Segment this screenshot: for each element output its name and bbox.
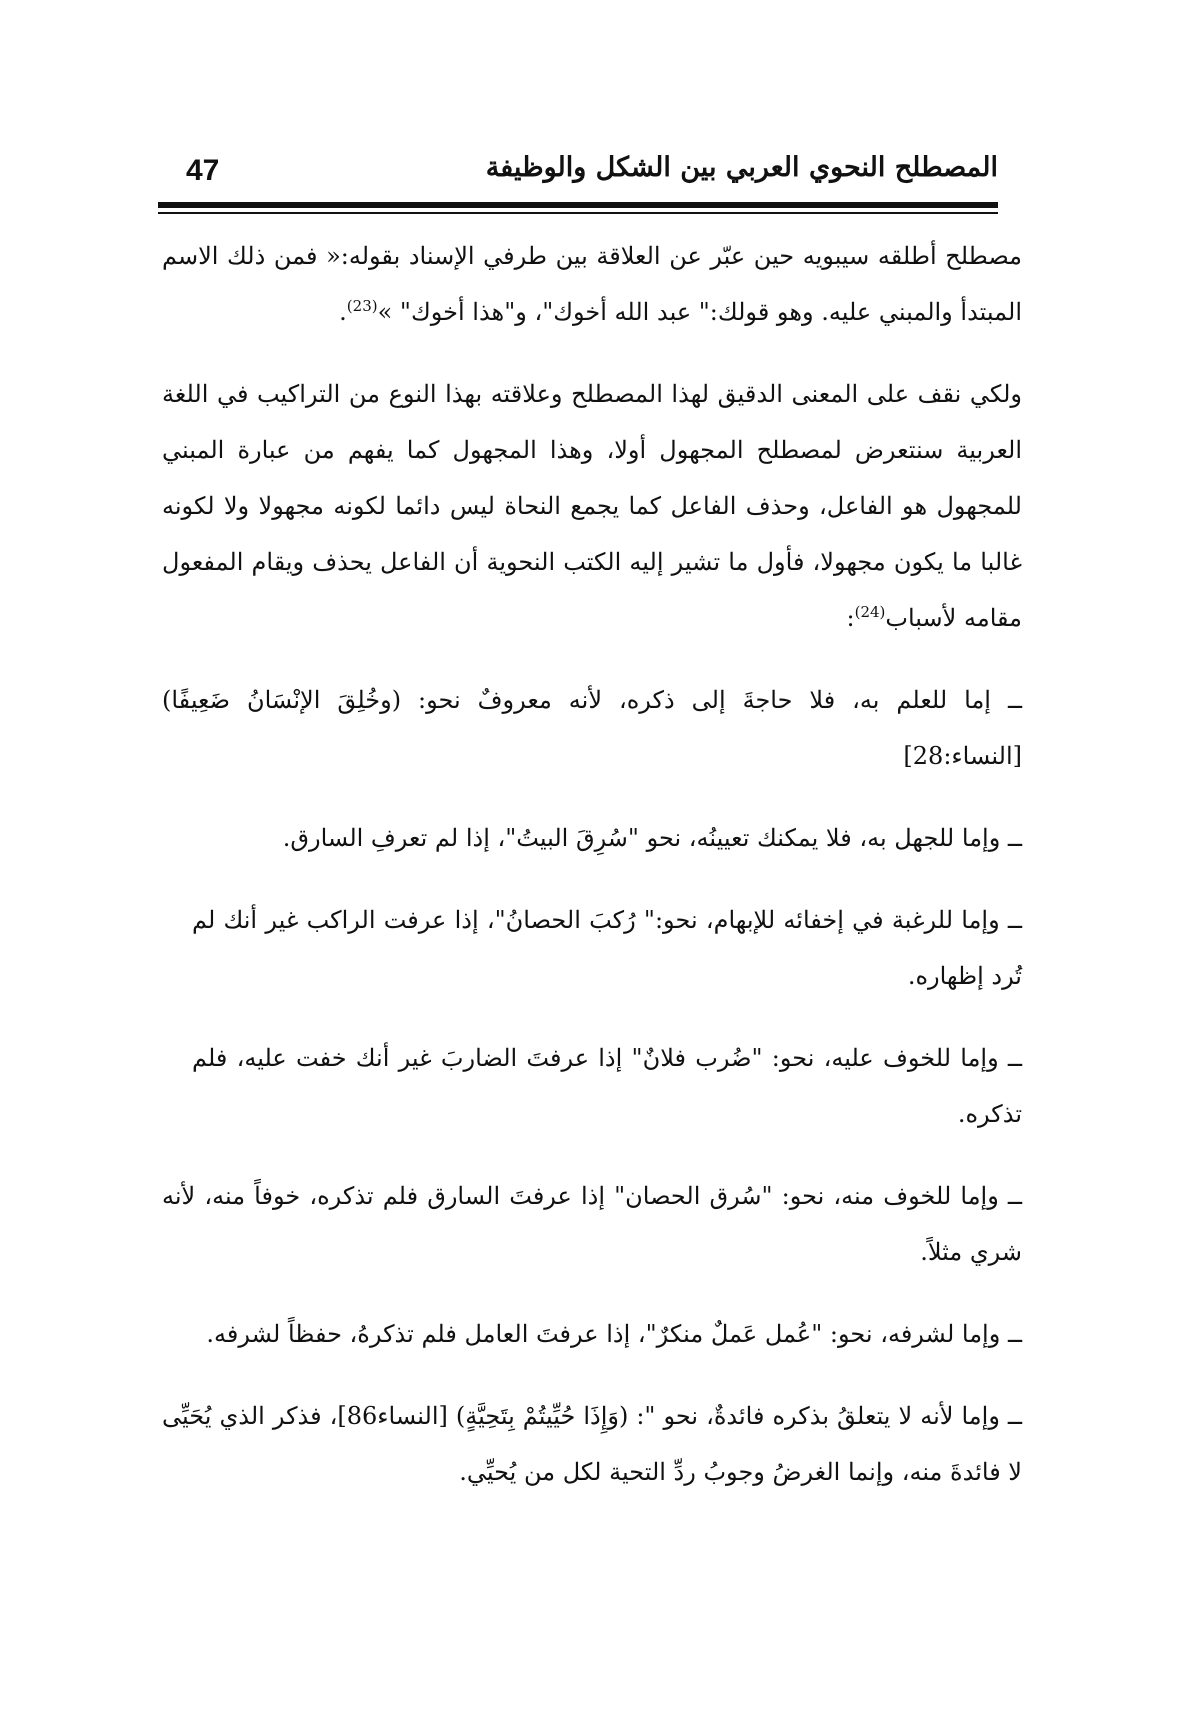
header-rule-thick: [158, 202, 998, 208]
paragraph-2-end: :: [846, 604, 855, 632]
paragraph-2-text: ولكي نقف على المعنى الدقيق لهذا المصطلح وعلاقته بهذا النوع من التراكيب في اللغة العربية سنتعرض لمصطلح المجهول أولا، وهذا المجهول كما يفهم من عبارة المبني للمجهول هو الفاعل، وحذف الفاعل كما يجمع النحاة ليس دائما لكونه مجهولا ولا لكونه غالبا ما يكون مجهولا، فأول ما تشير إليه الكتب النحوية أن الفاعل يحذف ويقام المفعول مقامه لأسباب: [162, 380, 1023, 632]
footnote-ref-23: (23): [346, 297, 378, 315]
list-item: ــ وإما لأنه لا يتعلقُ بذكره فائدةٌ، نحو ": (وَإِذَا حُيِّيتُمْ بِتَحِيَّةٍ) [النساء86]، فذكر الذي يُحَيِّى لا فائدةَ منه، وإنما الغرضُ وجوبُ ردِّ التحية لكل من يُحيِّي.: [162, 1402, 1022, 1486]
paragraph-1: [162, 228, 1022, 340]
list-item: ــ وإما لشرفه، نحو: "عُمل عَملٌ منكرٌ"، إذا عرفتَ العامل فلم تذكرهُ، حفظاً لشرفه.: [206, 1320, 1022, 1348]
list-item: ــ وإما للخوف منه، نحو: "سُرق الحصان" إذا عرفتَ السارق فلم تذكره، خوفاً منه، لأنه شري مثلاً.: [162, 1182, 1022, 1266]
header-rule-thin: [158, 212, 998, 214]
list-item: ــ وإما للرغبة في إخفائه للإبهام، نحو:" رُكبَ الحصانُ"، إذا عرفت الراكب غير أنك لم تُرد إظهاره.: [192, 906, 1022, 990]
body-text: [162, 228, 1022, 1500]
paragraph-1-text: مصطلح أطلقه سيبويه حين عبّر عن العلاقة بين طرفي الإسناد بقوله:« فمن ذلك الاسم المبتدأ والمبني عليه. وهو قولك:" عبد الله أخوك"، و"هذا أخوك" »: [162, 242, 1022, 326]
list-item: ــ وإما للجهل به، فلا يمكنك تعيينُه، نحو "سُرِقَ البيتُ"، إذا لم تعرفِ السارق.: [282, 824, 1022, 852]
footnote-ref-24: (24): [854, 603, 886, 621]
paragraph-1-end: .: [339, 298, 347, 326]
page-header: [158, 150, 998, 194]
page-number: 47: [186, 154, 220, 187]
running-title: المصطلح النحوي العربي بين الشكل والوظيفة: [485, 152, 998, 183]
list-item: ــ وإما للخوف عليه، نحو: "ضُرب فلانٌ" إذا عرفتَ الضاربَ غير أنك خفت عليه، فلم تذكره.: [192, 1044, 1022, 1128]
list-item: ــ إما للعلم به، فلا حاجةَ إلى ذكره، لأنه معروفٌ نحو: (وخُلِقَ الإنْسَانُ ضَعِيفًا) [النساء:28]: [162, 686, 1023, 770]
paragraph-2: [162, 366, 1022, 646]
